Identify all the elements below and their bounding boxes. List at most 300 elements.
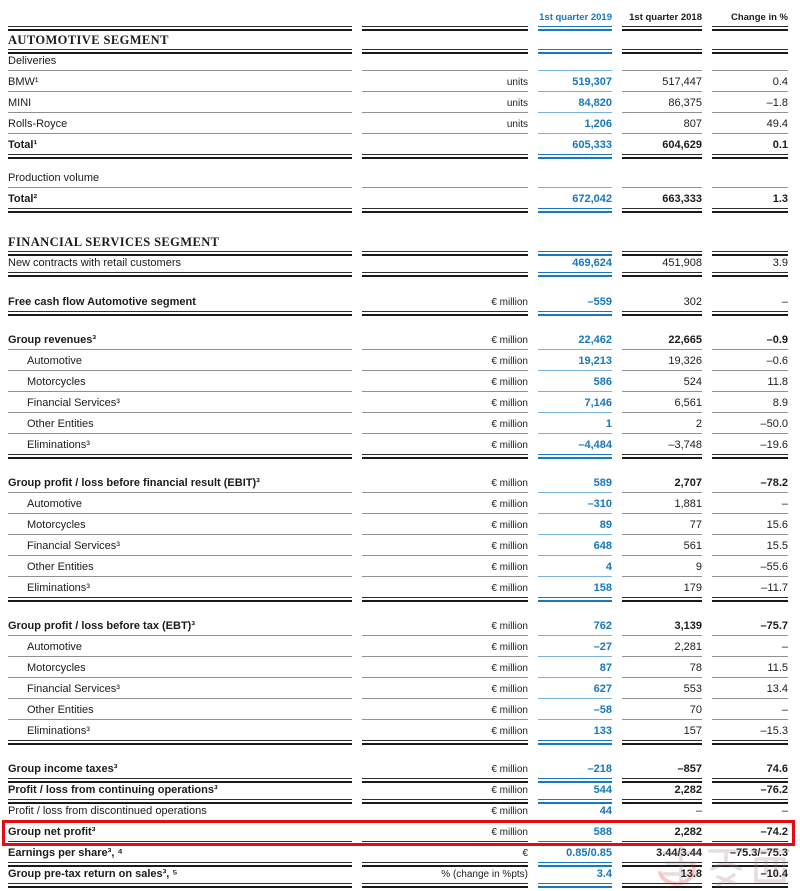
rule-segment bbox=[622, 26, 702, 31]
row-label: Motorcycles bbox=[27, 519, 86, 531]
spacer bbox=[8, 601, 788, 618]
rule-segment bbox=[362, 492, 528, 497]
value-2019: 7,146 bbox=[584, 397, 612, 409]
row-label: Group pre-tax return on sales³, ⁵ bbox=[8, 868, 178, 880]
rule-segment bbox=[362, 349, 528, 354]
table-row bbox=[8, 761, 788, 778]
table-row bbox=[8, 475, 788, 492]
value-2019: –218 bbox=[587, 763, 612, 775]
value-2018: 3.44/3.44 bbox=[656, 847, 702, 859]
row-label: Rolls-Royce bbox=[8, 118, 68, 130]
rule-segment bbox=[8, 513, 352, 518]
rule-segment bbox=[622, 740, 702, 745]
row-rule bbox=[8, 862, 788, 866]
value-2019: 87 bbox=[599, 662, 612, 674]
value-2019: 589 bbox=[593, 477, 612, 489]
header-rule bbox=[8, 26, 788, 30]
value-change: –78.2 bbox=[760, 477, 788, 489]
value-change: 13.4 bbox=[766, 683, 788, 695]
rule-segment bbox=[538, 719, 612, 724]
rule-segment bbox=[362, 208, 528, 213]
value-change: 3.9 bbox=[772, 257, 788, 269]
rule-segment bbox=[8, 433, 352, 438]
rule-segment bbox=[622, 112, 702, 117]
rule-segment bbox=[538, 26, 612, 31]
rule-segment bbox=[8, 597, 352, 602]
rule-segment bbox=[712, 492, 788, 497]
rule-segment bbox=[622, 492, 702, 497]
row-unit: € million bbox=[491, 335, 528, 346]
rule-segment bbox=[622, 433, 702, 438]
rule-segment bbox=[622, 597, 702, 602]
table-row bbox=[8, 496, 788, 513]
rule-segment bbox=[712, 513, 788, 518]
value-2019: 469,624 bbox=[572, 257, 612, 269]
rule-segment bbox=[8, 883, 352, 888]
financial-table bbox=[8, 7, 788, 887]
row-label: Free cash flow Automotive segment bbox=[8, 296, 196, 308]
table-row bbox=[8, 294, 788, 311]
rule-segment bbox=[8, 677, 352, 682]
table-row bbox=[8, 191, 788, 208]
table-row bbox=[8, 255, 788, 272]
row-unit: units bbox=[506, 98, 528, 109]
rule-segment bbox=[8, 349, 352, 354]
row-rule bbox=[8, 656, 788, 660]
col-header-change: Change in % bbox=[730, 12, 788, 23]
rule-segment bbox=[8, 391, 352, 396]
rule-segment bbox=[8, 778, 352, 783]
rule-segment bbox=[362, 799, 528, 804]
table-row bbox=[8, 374, 788, 391]
table-row bbox=[8, 137, 788, 154]
row-rule bbox=[8, 391, 788, 395]
row-label: Total² bbox=[8, 193, 38, 205]
row-unit: € million bbox=[491, 440, 528, 451]
table-row bbox=[8, 803, 788, 820]
row-rule bbox=[8, 208, 788, 212]
table-row bbox=[8, 639, 788, 656]
rule-segment bbox=[712, 112, 788, 117]
rule-segment bbox=[538, 778, 612, 783]
table-row bbox=[8, 580, 788, 597]
row-rule bbox=[8, 433, 788, 437]
rule-segment bbox=[538, 862, 612, 867]
table-body bbox=[8, 30, 788, 887]
rule-segment bbox=[712, 841, 788, 846]
row-label: Group profit / loss before tax (EBT)³ bbox=[8, 620, 196, 632]
value-2018: 517,447 bbox=[662, 76, 702, 88]
row-label: Other Entities bbox=[27, 561, 94, 573]
row-label: BMW¹ bbox=[8, 76, 39, 88]
section-title: AUTOMOTIVE SEGMENT bbox=[8, 33, 169, 47]
table-row bbox=[8, 618, 788, 635]
row-unit: € bbox=[522, 848, 528, 859]
rule-segment bbox=[362, 513, 528, 518]
value-2019: –58 bbox=[593, 704, 612, 716]
rule-segment bbox=[622, 799, 702, 804]
rule-segment bbox=[8, 49, 352, 54]
row-label: Eliminations³ bbox=[27, 725, 90, 737]
row-label: Other Entities bbox=[27, 704, 94, 716]
rule-segment bbox=[538, 576, 612, 581]
rule-segment bbox=[538, 370, 612, 375]
rule-segment bbox=[622, 635, 702, 640]
value-2018: 2 bbox=[695, 418, 702, 430]
table-row bbox=[8, 702, 788, 719]
rule-segment bbox=[712, 778, 788, 783]
row-rule bbox=[8, 778, 788, 782]
rule-segment bbox=[362, 862, 528, 867]
rule-segment bbox=[538, 187, 612, 192]
row-rule bbox=[8, 597, 788, 601]
row-unit: € million bbox=[491, 478, 528, 489]
value-2019: 544 bbox=[593, 784, 612, 796]
rule-segment bbox=[712, 677, 788, 682]
rule-segment bbox=[362, 49, 528, 54]
row-unit: € million bbox=[491, 663, 528, 674]
rule-segment bbox=[538, 133, 612, 138]
value-change: –75.3/–75.3 bbox=[729, 847, 788, 859]
row-unit: units bbox=[506, 77, 528, 88]
value-2018: 22,665 bbox=[668, 334, 702, 346]
rule-segment bbox=[8, 412, 352, 417]
table-row bbox=[8, 95, 788, 112]
value-2019: 1 bbox=[605, 418, 612, 430]
rule-segment bbox=[362, 534, 528, 539]
rule-segment bbox=[8, 740, 352, 745]
row-label: Total¹ bbox=[8, 139, 38, 151]
rule-segment bbox=[622, 70, 702, 75]
table-row bbox=[8, 723, 788, 740]
rule-segment bbox=[362, 740, 528, 745]
value-2019: 588 bbox=[593, 826, 612, 838]
rule-segment bbox=[362, 635, 528, 640]
rule-segment bbox=[622, 133, 702, 138]
value-2018: 13.8 bbox=[680, 868, 702, 880]
row-label: Deliveries bbox=[8, 55, 57, 67]
col-header-q1-2018: 1st quarter 2018 bbox=[629, 12, 702, 23]
value-2019: 158 bbox=[593, 582, 612, 594]
value-2018: 553 bbox=[683, 683, 702, 695]
value-2018: 663,333 bbox=[662, 193, 702, 205]
value-2018: 302 bbox=[683, 296, 702, 308]
value-2019: 1,206 bbox=[584, 118, 612, 130]
value-2019: 84,820 bbox=[578, 97, 612, 109]
value-change: 74.6 bbox=[766, 763, 788, 775]
table-row bbox=[8, 170, 788, 187]
value-2018: 9 bbox=[695, 561, 702, 573]
row-rule bbox=[8, 311, 788, 315]
row-rule bbox=[8, 698, 788, 702]
value-2019: 3.4 bbox=[596, 868, 612, 880]
value-change: 8.9 bbox=[772, 397, 788, 409]
rule-segment bbox=[712, 70, 788, 75]
spacer bbox=[8, 315, 788, 332]
value-2018: –3,748 bbox=[668, 439, 702, 451]
col-header-q1-2019: 1st quarter 2019 bbox=[539, 12, 612, 23]
rule-segment bbox=[362, 370, 528, 375]
row-rule bbox=[8, 492, 788, 496]
rule-segment bbox=[622, 454, 702, 459]
rule-segment bbox=[538, 70, 612, 75]
value-change: –75.7 bbox=[760, 620, 788, 632]
value-change: – bbox=[781, 498, 788, 510]
value-2019: 4 bbox=[605, 561, 612, 573]
rule-segment bbox=[538, 513, 612, 518]
value-2018: – bbox=[695, 805, 702, 817]
row-label: MINI bbox=[8, 97, 32, 109]
rule-segment bbox=[622, 841, 702, 846]
row-label: Eliminations³ bbox=[27, 439, 90, 451]
table-row bbox=[8, 866, 788, 883]
table-row bbox=[8, 824, 788, 841]
rule-segment bbox=[538, 433, 612, 438]
rule-segment bbox=[8, 799, 352, 804]
table-row bbox=[8, 845, 788, 862]
table-row bbox=[8, 660, 788, 677]
value-change: 0.4 bbox=[772, 76, 788, 88]
row-unit: € million bbox=[491, 562, 528, 573]
section-header-row bbox=[8, 30, 788, 49]
rule-segment bbox=[362, 251, 528, 256]
rule-segment bbox=[712, 133, 788, 138]
spacer bbox=[8, 158, 788, 170]
value-change: 1.3 bbox=[772, 193, 788, 205]
rule-segment bbox=[538, 454, 612, 459]
rule-segment bbox=[8, 492, 352, 497]
rule-segment bbox=[712, 272, 788, 277]
rule-segment bbox=[8, 635, 352, 640]
rule-segment bbox=[362, 433, 528, 438]
rule-segment bbox=[622, 883, 702, 888]
value-change: – bbox=[781, 704, 788, 716]
rule-segment bbox=[712, 391, 788, 396]
rule-segment bbox=[538, 799, 612, 804]
rule-segment bbox=[622, 555, 702, 560]
row-unit: € million bbox=[491, 684, 528, 695]
section-header-row bbox=[8, 232, 788, 251]
row-unit: € million bbox=[491, 726, 528, 737]
rule-segment bbox=[538, 91, 612, 96]
row-unit: % (change in %pts) bbox=[441, 869, 528, 880]
row-rule bbox=[8, 370, 788, 374]
rule-segment bbox=[362, 70, 528, 75]
rule-segment bbox=[712, 370, 788, 375]
row-label: Automotive bbox=[27, 355, 83, 367]
row-rule bbox=[8, 740, 788, 744]
rule-segment bbox=[362, 187, 528, 192]
row-rule bbox=[8, 112, 788, 116]
value-2019: 133 bbox=[593, 725, 612, 737]
row-rule bbox=[8, 883, 788, 887]
row-rule bbox=[8, 251, 788, 255]
value-2019: –310 bbox=[587, 498, 612, 510]
row-rule bbox=[8, 187, 788, 191]
rule-segment bbox=[538, 597, 612, 602]
rule-segment bbox=[538, 883, 612, 888]
row-unit: units bbox=[506, 119, 528, 130]
rule-segment bbox=[622, 311, 702, 316]
value-2019: 605,333 bbox=[572, 139, 612, 151]
row-label: Financial Services³ bbox=[27, 683, 120, 695]
spacer bbox=[8, 212, 788, 232]
table-row bbox=[8, 681, 788, 698]
rule-segment bbox=[538, 391, 612, 396]
rule-segment bbox=[8, 208, 352, 213]
value-2018: 157 bbox=[683, 725, 702, 737]
row-label: Motorcycles bbox=[27, 376, 86, 388]
rule-segment bbox=[712, 154, 788, 159]
rule-segment bbox=[538, 740, 612, 745]
highlight-box bbox=[8, 824, 788, 845]
value-change: –55.6 bbox=[760, 561, 788, 573]
rule-segment bbox=[622, 91, 702, 96]
rule-segment bbox=[362, 656, 528, 661]
rule-segment bbox=[712, 740, 788, 745]
value-2018: 70 bbox=[689, 704, 702, 716]
row-label: Financial Services³ bbox=[27, 540, 120, 552]
value-2018: 1,881 bbox=[674, 498, 702, 510]
table-row bbox=[8, 437, 788, 454]
row-rule bbox=[8, 412, 788, 416]
rule-segment bbox=[8, 70, 352, 75]
rule-segment bbox=[712, 698, 788, 703]
value-2018: 19,326 bbox=[668, 355, 702, 367]
rule-segment bbox=[712, 433, 788, 438]
row-label: Profit / loss from discontinued operations bbox=[8, 805, 207, 817]
row-unit: € million bbox=[491, 827, 528, 838]
rule-segment bbox=[622, 349, 702, 354]
row-unit: € million bbox=[491, 764, 528, 775]
value-2019: 19,213 bbox=[578, 355, 612, 367]
rule-segment bbox=[712, 208, 788, 213]
value-2018: 807 bbox=[683, 118, 702, 130]
table-row bbox=[8, 782, 788, 799]
value-change: –0.6 bbox=[766, 355, 788, 367]
rule-segment bbox=[712, 597, 788, 602]
value-change: –74.2 bbox=[760, 826, 788, 838]
row-label: Other Entities bbox=[27, 418, 94, 430]
row-unit: € million bbox=[491, 583, 528, 594]
row-label: Motorcycles bbox=[27, 662, 86, 674]
row-rule bbox=[8, 91, 788, 95]
value-change: 11.5 bbox=[767, 662, 788, 674]
rule-segment bbox=[362, 412, 528, 417]
rule-segment bbox=[362, 154, 528, 159]
value-change: – bbox=[781, 805, 788, 817]
rule-segment bbox=[362, 311, 528, 316]
value-change: 15.5 bbox=[766, 540, 788, 552]
value-change: –1.8 bbox=[766, 97, 788, 109]
rule-segment bbox=[622, 251, 702, 256]
value-2019: 0.85/0.85 bbox=[566, 847, 612, 859]
row-rule bbox=[8, 719, 788, 723]
value-2018: 2,707 bbox=[674, 477, 702, 489]
rule-segment bbox=[538, 698, 612, 703]
value-2018: 78 bbox=[689, 662, 702, 674]
rule-segment bbox=[362, 698, 528, 703]
rule-segment bbox=[8, 555, 352, 560]
row-label: Automotive bbox=[27, 641, 83, 653]
row-unit: € million bbox=[491, 642, 528, 653]
value-change: 49.4 bbox=[766, 118, 788, 130]
rule-segment bbox=[538, 208, 612, 213]
table-row bbox=[8, 332, 788, 349]
rule-segment bbox=[538, 656, 612, 661]
rule-segment bbox=[622, 534, 702, 539]
rule-segment bbox=[712, 349, 788, 354]
row-rule bbox=[8, 513, 788, 517]
rule-segment bbox=[538, 311, 612, 316]
spacer bbox=[8, 276, 788, 294]
value-change: –15.3 bbox=[760, 725, 788, 737]
row-rule bbox=[8, 133, 788, 137]
rule-segment bbox=[538, 349, 612, 354]
table-row bbox=[8, 353, 788, 370]
rule-segment bbox=[712, 555, 788, 560]
table-row bbox=[8, 395, 788, 412]
value-2019: –27 bbox=[593, 641, 612, 653]
rule-segment bbox=[538, 154, 612, 159]
rule-segment bbox=[8, 534, 352, 539]
table-row bbox=[8, 559, 788, 576]
rule-segment bbox=[538, 635, 612, 640]
rule-segment bbox=[622, 576, 702, 581]
rule-segment bbox=[712, 412, 788, 417]
row-unit: € million bbox=[491, 541, 528, 552]
table-row bbox=[8, 517, 788, 534]
rule-segment bbox=[712, 251, 788, 256]
rule-segment bbox=[622, 154, 702, 159]
row-unit: € million bbox=[491, 806, 528, 817]
rule-segment bbox=[622, 412, 702, 417]
value-2018: 86,375 bbox=[668, 97, 702, 109]
row-label: Group profit / loss before financial result (EBIT)³ bbox=[8, 477, 260, 489]
rule-segment bbox=[8, 26, 352, 31]
table-header bbox=[8, 7, 788, 26]
row-rule bbox=[8, 349, 788, 353]
row-label: Group net profit³ bbox=[8, 826, 96, 838]
row-rule bbox=[8, 154, 788, 158]
value-2019: 586 bbox=[593, 376, 612, 388]
row-rule bbox=[8, 70, 788, 74]
rule-segment bbox=[8, 841, 352, 846]
rule-segment bbox=[712, 799, 788, 804]
rule-segment bbox=[8, 656, 352, 661]
value-change: –11.7 bbox=[761, 582, 788, 594]
value-change: – bbox=[781, 296, 788, 308]
rule-segment bbox=[622, 698, 702, 703]
value-change: 11.8 bbox=[767, 376, 788, 388]
rule-segment bbox=[622, 862, 702, 867]
rule-segment bbox=[622, 272, 702, 277]
rule-segment bbox=[712, 311, 788, 316]
spacer bbox=[8, 744, 788, 761]
rule-segment bbox=[8, 862, 352, 867]
rule-segment bbox=[712, 576, 788, 581]
rule-segment bbox=[362, 391, 528, 396]
rule-segment bbox=[8, 370, 352, 375]
value-change: –10.4 bbox=[760, 868, 788, 880]
rule-segment bbox=[8, 133, 352, 138]
rule-segment bbox=[362, 883, 528, 888]
rule-segment bbox=[538, 112, 612, 117]
row-unit: € million bbox=[491, 621, 528, 632]
rule-segment bbox=[622, 778, 702, 783]
row-rule bbox=[8, 635, 788, 639]
rule-segment bbox=[622, 656, 702, 661]
